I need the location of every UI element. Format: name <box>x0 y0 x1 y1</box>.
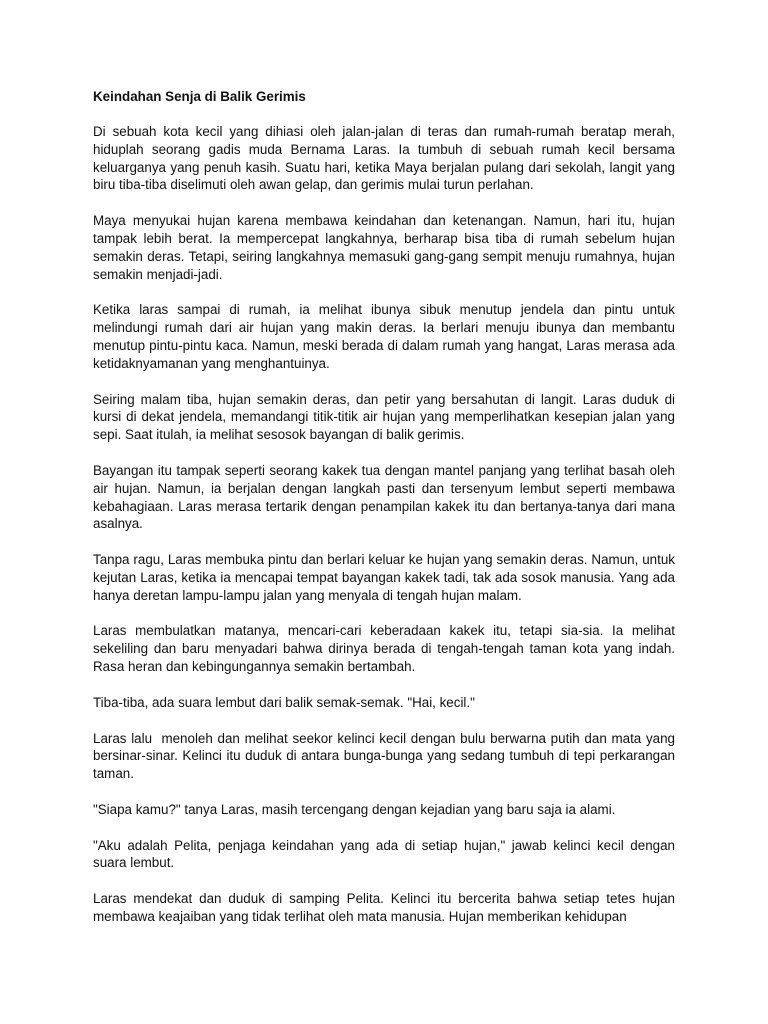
paragraph-4: Seiring malam tiba, hujan semakin deras, dan petir yang bersahutan di langit. Laras duduk di kursi di dekat jendela, memandangi titik-titik air hujan yang memperlihatkan kesepian jalan yang sepi. Saat itulah, ia melihat sesosok bayangan di balik gerimis. <box>93 391 679 443</box>
document-title: Keindahan Senja di Balik Gerimis <box>93 89 306 104</box>
paragraph-10: "Siapa kamu?" tanya Laras, masih tercengang dengan kejadian yang baru saja ia alami. <box>93 801 616 817</box>
paragraph-2: Maya menyukai hujan karena membawa keindahan dan ketenangan. Namun, hari itu, hujan tampak lebih berat. Ia mempercepat langkahnya, berharap bisa tiba di rumah sebelum hujan semakin deras. Tetapi, seiring langkahnya memasuki gang-gang sempit menuju rumahnya, hujan semakin menjadi-jadi. <box>93 213 679 282</box>
paragraph-11: "Aku adalah Pelita, penjaga keindahan yang ada di setiap hujan," jawab kelinci kecil dengan suara lembut. <box>93 837 679 871</box>
paragraph-6: Tanpa ragu, Laras membuka pintu dan berlari keluar ke hujan yang semakin deras. Namun, untuk kejutan Laras, ketika ia mencapai tempat bayangan kakek tadi, tak ada sosok manusia. Yang ada hanya deretan lampu-lampu jalan yang menyala di tengah hujan malam. <box>93 552 679 603</box>
paragraph-12: Laras mendekat dan duduk di samping Pelita. Kelinci itu bercerita bahwa setiap tetes hujan membawa keajaiban yang tidak terlihat oleh mata manusia. Hujan memberikan kehidupan <box>93 891 679 924</box>
paragraph-5: Bayangan itu tampak seperti seorang kakek tua dengan mantel panjang yang terlihat basah oleh air hujan. Namun, ia berjalan dengan langkah pasti dan tersenyum lembut seperti membawa kebahagiaan. Laras merasa tertarik dengan penampilan kakek itu dan bertanya-tanya dari mana asalnya. <box>93 462 679 532</box>
paragraph-8: Tiba-tiba, ada suara lembut dari balik semak-semak. "Hai, kecil." <box>93 694 475 710</box>
paragraph-1: Di sebuah kota kecil yang dihiasi oleh jalan-jalan di teras dan rumah-rumah beratap merah, hiduplah seorang gadis muda Bernama Laras. Ia tumbuh di sebuah rumah kecil bersama keluarganya yang penuh kasih. Suatu hari, ketika Maya berjalan pulang dari sekolah, langit yang biru tiba-tiba diselimuti oleh awan gelap, dan gerimis mulai turun perlahan. <box>93 123 679 193</box>
document-body <box>93 88 679 944</box>
paragraph-3: Ketika laras sampai di rumah, ia melihat ibunya sibuk menutup jendela dan pintu untuk melindungi rumah dari air hujan yang makin deras. Ia berlari menuju ibunya dan membantu menutup pintu-pintu kaca. Namun, meski berada di dalam rumah yang hangat, Laras merasa ada ketidaknyamanan yang menghantuinya. <box>93 302 679 371</box>
paragraph-7: Laras membulatkan matanya, mencari-cari keberadaan kakek itu, tetapi sia-sia. Ia melihat sekeliling dan baru menyadari bahwa dirinya berada di tengah-tengah taman kota yang indah. Rasa heran dan kebingungannya semakin bertambah. <box>93 623 679 675</box>
paragraph-9: Laras lalu menoleh dan melihat seekor kelinci kecil dengan bulu berwarna putih dan mata yang bersinar-sinar. Kelinci itu duduk di antara bunga-bunga yang sedang tumbuh di tepi perkarangan taman. <box>93 730 679 782</box>
